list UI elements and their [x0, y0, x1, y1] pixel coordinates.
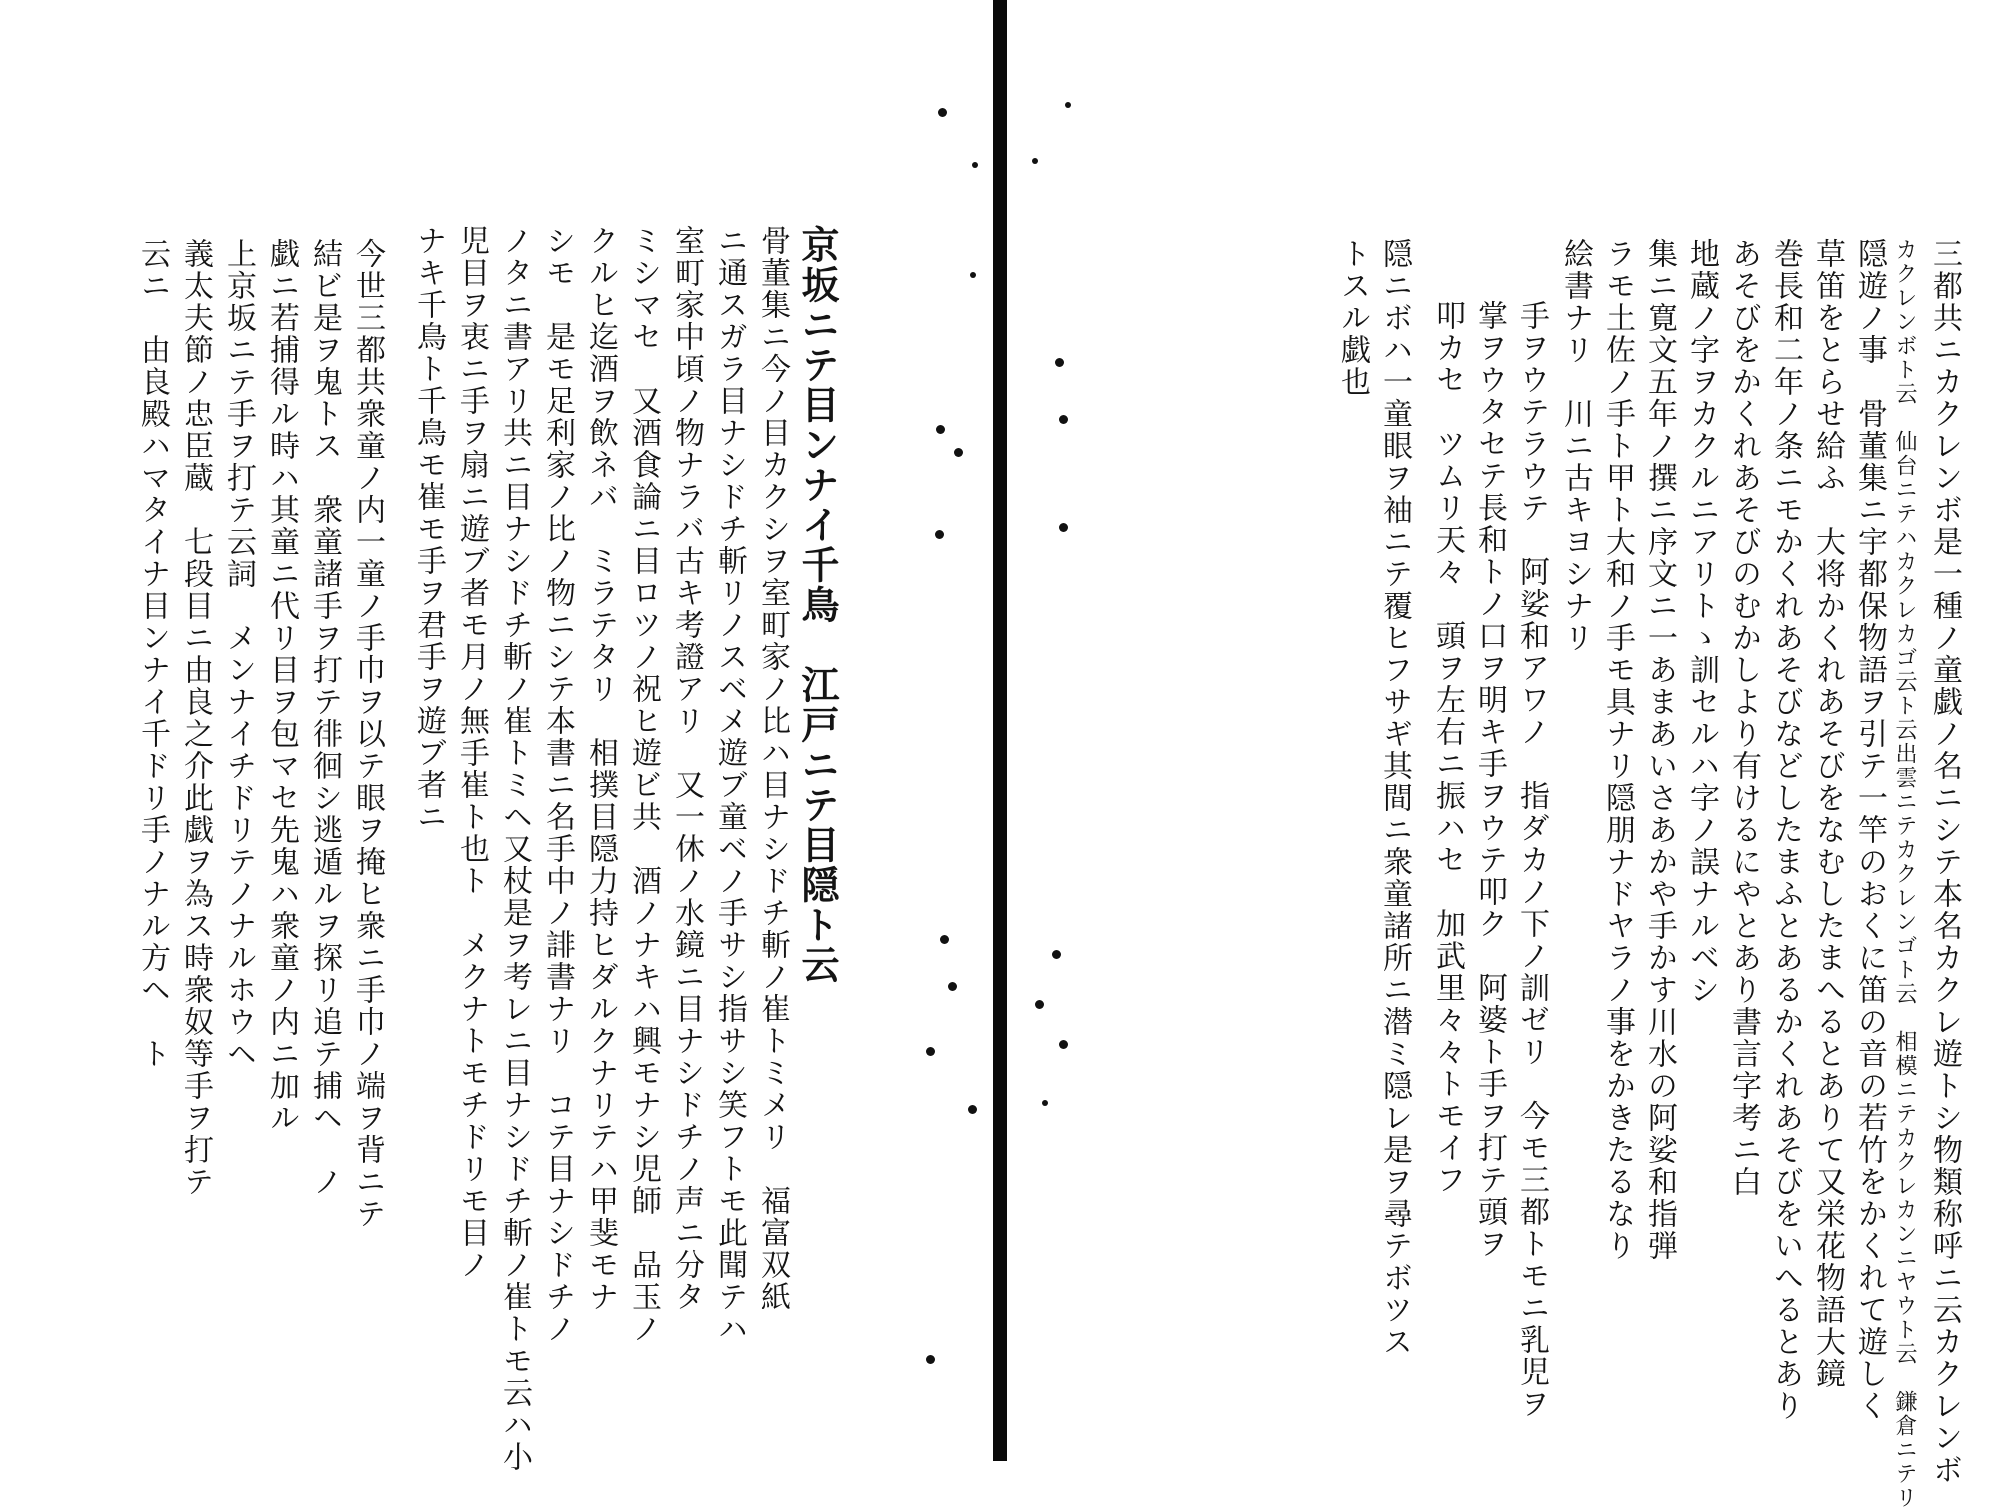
- right-page-column-9: ラモ土佐ノ手ト甲ト大和ノ手モ具ナリ隠朋ナドヤラノ事をかきたるなり: [1600, 238, 1635, 1262]
- binding-hole: [968, 1105, 977, 1114]
- left-page-column-2: ニ通スガラ目ナシドチ斬リノスベメ遊ブ童ベノ手サシ指サシ笑フトモ此聞テハ: [712, 225, 747, 1345]
- binding-hole: [938, 108, 947, 117]
- binding-hole: [936, 425, 945, 434]
- binding-hole: [1059, 415, 1068, 424]
- right-page-column-1: 三都共ニカクレンボ是一種ノ童戯ノ名ニシテ本名カクレ遊トシ物類称呼ニ云カクレンボ: [1927, 238, 1962, 1486]
- right-page-column-3: 隠遊ノ事 骨董集ニ宇都保物語ヲ引テ一竿のおくに笛の音の若竹をかくれて遊しく: [1852, 238, 1887, 1422]
- left-page-section2-column-6: 云ニ 由良殿ハマタイナ目ンナイ千ドリ手ノナル方ヘ ト: [135, 238, 170, 1070]
- right-page-column-10: 絵書ナリ 川ニ古キヨシナリ: [1558, 238, 1593, 654]
- left-page: [0, 0, 993, 1473]
- binding-hole: [926, 1355, 935, 1364]
- book-gutter: [993, 0, 1007, 1461]
- right-page-column-8: 集ニ寛文五年ノ撰ニ序文ニ一あまあいさあかや手かす川水の阿娑和指弾: [1642, 238, 1677, 1262]
- right-page-closing-column-1: 隠ニボハ一童眼ヲ袖ニテ覆ヒフサギ其間ニ衆童諸所ニ潜ミ隠レ是ヲ尋テボツス: [1377, 238, 1412, 1358]
- binding-hole: [1052, 950, 1061, 959]
- right-page: [1007, 0, 2000, 1510]
- right-page-column-5: 巻長和二年ノ条ニモかくれあそびなどしたまふとあるかくれあそびをいへるとあり: [1768, 238, 1803, 1422]
- right-page-indented-column-2: 掌ヲウタセテ長和トノ口ヲ明キ手ヲウテ叩ク 阿婆ト手ヲ打テ頭ヲ: [1472, 300, 1507, 1260]
- right-page-column-6: あそびをかくれあそびのむかしより有けるにやとあり書言字考ニ白: [1726, 238, 1761, 1198]
- left-page-column-7: ノタニ書アリ共ニ目ナシドチ斬ノ崔トミヘ又杖是ヲ考レニ目ナシドチ斬ノ崔トモ云ハ小: [497, 225, 532, 1473]
- left-page-section2-column-1: 今世三都共衆童ノ内一童ノ手巾ヲ以テ眼ヲ掩ヒ衆ニ手巾ノ端ヲ背ニテ: [350, 238, 385, 1230]
- left-page-section2-column-2: 結ビ是ヲ鬼トス 衆童諸手ヲ打テ徘徊シ逃遁ルヲ探リ追テ捕ヘ ノ: [307, 238, 342, 1198]
- binding-hole: [970, 272, 976, 278]
- left-page-column-1: 骨董集ニ今ノ目カクシヲ室町家ノ比ハ目ナシドチ斬ノ崔トミメリ 福富双紙: [755, 225, 790, 1313]
- left-page-column-6: シモ 是モ足利家ノ比ノ物ニシテ本書ニ名手中ノ誹書ナリ コテ目ナシドチノ: [540, 225, 575, 1345]
- binding-hole: [1059, 1040, 1068, 1049]
- left-page-column-9: ナキ千鳥ト千鳥モ崔モ手ヲ君手ヲ遊ブ者ニ: [411, 225, 446, 833]
- binding-hole: [1055, 358, 1064, 367]
- left-page-column-8: 児目ヲ衷ニ手ヲ扇ニ遊ブ者モ月ノ無手崔ト也ト メクナトモチドリモ目ノ: [454, 225, 489, 1281]
- right-page-column-2: カクレンボト云 仙台ニテハカクレカゴ云ト云出雲ニテカクレンゴト云 相模ニテカクレカンニヤウト云 鎌倉ニテリ: [1892, 238, 1917, 1510]
- right-page-indented-column-3: 叩カセ ツムリ天々 頭ヲ左右ニ振ハセ 加武里々々トモイフ: [1430, 300, 1465, 1196]
- binding-hole: [1042, 1100, 1048, 1106]
- binding-hole: [948, 982, 957, 991]
- right-page-column-4: 草笛をとらせ給ふ 大将かくれあそびをなむしたまへるとありて又栄花物語大鏡: [1810, 238, 1845, 1390]
- right-page-column-7: 地蔵ノ字ヲカクルニアリトゝ訓セルハ字ノ誤ナルベシ: [1684, 238, 1719, 1006]
- right-page-closing-column-2: トスル戯也: [1335, 238, 1370, 398]
- binding-hole: [940, 935, 949, 944]
- right-page-indented-column-1: 手ヲウテラウテ 阿娑和アワノ 指ダカノ下ノ訓ゼリ 今モ三都トモニ乳児ヲ: [1514, 300, 1549, 1420]
- left-page-column-4: ミシマセ 又酒食論ニ目ロツノ祝ヒ遊ビ共 酒ノナキハ興モナシ児師 品玉ノ: [626, 225, 661, 1345]
- binding-hole: [954, 448, 963, 457]
- left-page-column-5: クルヒ迄酒ヲ飲ネバ ミラテタリ 相撲目隠力持ヒダルクナリテハ甲斐モナ: [583, 225, 618, 1313]
- binding-hole: [1032, 158, 1038, 164]
- left-page-section2-column-4: 上京坂ニテ手ヲ打テ云詞 メンナイチドリテノナルホウヘ: [221, 238, 256, 1070]
- binding-hole: [926, 1047, 935, 1056]
- binding-hole: [1065, 102, 1071, 108]
- binding-hole: [972, 162, 978, 168]
- left-page-column-3: 室町家中頃ノ物ナラバ古キ考證アリ 又一休ノ水鏡ニ目ナシドチノ声ニ分タ: [669, 225, 704, 1313]
- left-page-section2-column-3: 戯ニ若捕得ル時ハ其童ニ代リ目ヲ包マセ先鬼ハ衆童ノ内ニ加ル: [264, 238, 299, 1134]
- left-page-section2-column-5: 義太夫節ノ忠臣蔵 七段目ニ由良之介此戯ヲ為ス時衆奴等手ヲ打テ: [178, 238, 213, 1198]
- binding-hole: [1035, 1000, 1044, 1009]
- binding-hole: [1059, 523, 1068, 532]
- binding-hole: [935, 530, 944, 539]
- left-page-heading: 京坂ニテ目ンナイ千鳥 江戸ニテ目隠ト云: [795, 225, 840, 985]
